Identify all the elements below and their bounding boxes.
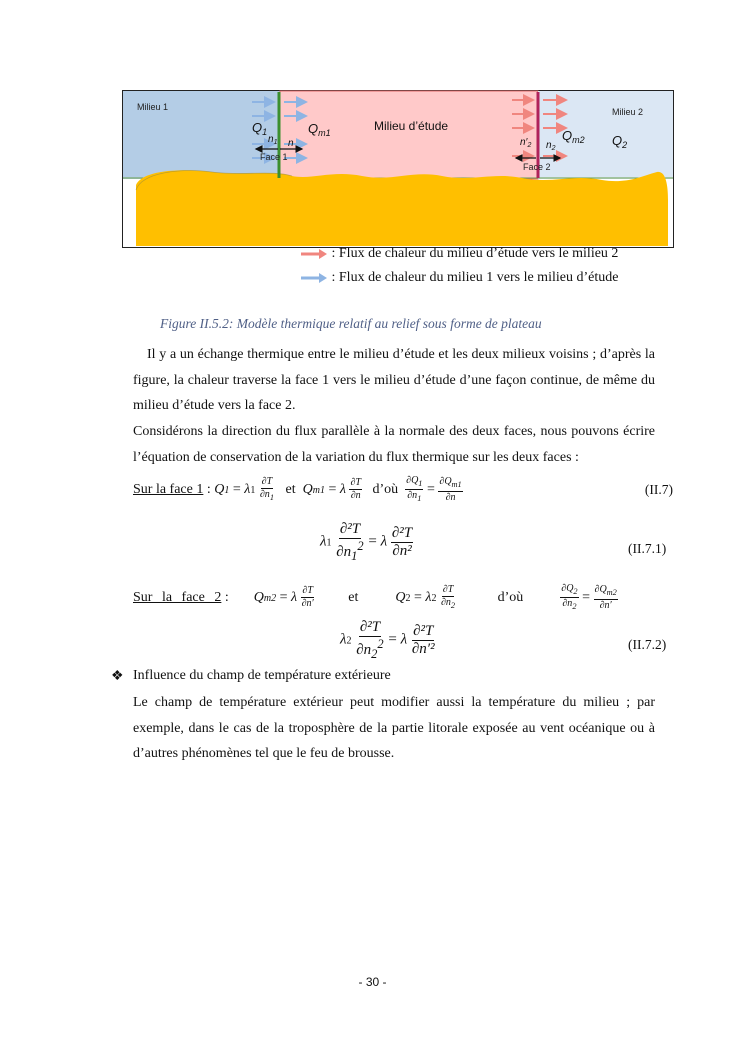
page-number: - 30 - [358, 975, 387, 989]
red-arrow-icon [300, 248, 328, 260]
svg-text:Qm1: $Q_{m1}$ [308, 121, 331, 138]
face2-label: Sur la face 2 [133, 590, 222, 606]
equation-7-2: λ2 $\frac{\text{∂²T}}{\partial n_2^2}$ = λ $\frac{\text{∂²T}}{\text{∂n′²}}$ [340, 619, 435, 661]
equation-face1: Sur la face 1 : Q1 = λ1 $\frac{\partial T}{\partial n_1}$ et Qm1 = λ $\frac{\partial T}{\partial n}$ d’où $\frac{\partial Q_1}{\partial n_1}$ = $\frac{\partial Q_{m1}}{\partial n}$ (II.7) [133, 475, 673, 504]
equation-7-1: λ1 $\frac{\text{∂²T}}{\partial n_1^2}$ = λ $\frac{\text{∂²T}}{\text{∂n²}}$ [320, 521, 413, 563]
svg-text:n1: $n_1$ [268, 134, 278, 146]
svg-text:n: n [288, 138, 294, 149]
equation-face2: Sur la face 2 : Qm2 = λ $\frac{\partial T}{\partial n'}$ et Q2 = λ2 $\frac{\partial T}{\partial n_2}$ d’où $\frac{\partial Q_2}{\partial n_2}$ = $\frac{\partial Q_{m2}}{\partial n'}$ [133, 583, 617, 612]
legend-red [300, 246, 618, 262]
etude-label: Milieu d’étude [374, 119, 449, 133]
figure-caption: Figure II.5.2: Modèle thermique relatif au relief sous forme de plateau [160, 316, 542, 331]
legend-blue [300, 270, 618, 286]
eq-number-7-2: (II.7.2) [628, 637, 667, 652]
milieu1-label: Milieu 1 [137, 102, 169, 112]
paragraph-1: Il y a un échange thermique entre le milieu d’étude et les deux milieux voisins ; d’après la figure, la chaleur traverse la face 1 vers le milieu d’étude d’une façon continue, de même du milieu d’étude vers la face 2. [133, 347, 655, 413]
face2-label: Face 2 [523, 162, 551, 172]
face1-label: Sur la face 1 [133, 482, 204, 498]
face1-label: Face 1 [260, 152, 288, 162]
svg-text:Qm2: $Q_{m2}$ [562, 128, 585, 145]
bullet-text: Le champ de température extérieur peut modifier aussi la température du milieu ; par exemple, dans le cas de la troposphère de la partie litorale exposée au vent océanique ou à d’autres phénomènes tel que le feu de brousse. [133, 695, 655, 761]
ground-plateau [136, 170, 668, 246]
milieu2-region [538, 91, 673, 179]
bullet-title: Influence du champ de température extérieure [133, 668, 391, 683]
paragraph-2: Considérons la direction du flux parallèle à la normale des deux faces, nous pouvons écrire l’équation de conservation de la variation du flux thermique sur les deux faces : [133, 424, 655, 465]
bullet-diamond-icon: ❖ [111, 669, 124, 684]
milieu2-label: Milieu 2 [612, 107, 644, 117]
svg-text:n2: $n_2$ [546, 140, 556, 152]
svg-text:Q1: $Q_1$ [252, 120, 268, 137]
legend-red-text: : Flux de chaleur du milieu d’étude vers le milieu 2 [331, 246, 619, 261]
legend-blue-text: : Flux de chaleur du milieu 1 vers le milieu d’étude [331, 270, 619, 285]
svg-text:n′2: $n'_2$ [520, 137, 532, 149]
thermal-model-figure [122, 90, 674, 248]
eq-number-7: (II.7) [644, 482, 673, 497]
eq-number-7-1: (II.7.1) [628, 541, 667, 556]
blue-arrow-icon [300, 272, 328, 284]
svg-text:Q2: $Q_2$ [612, 133, 628, 150]
